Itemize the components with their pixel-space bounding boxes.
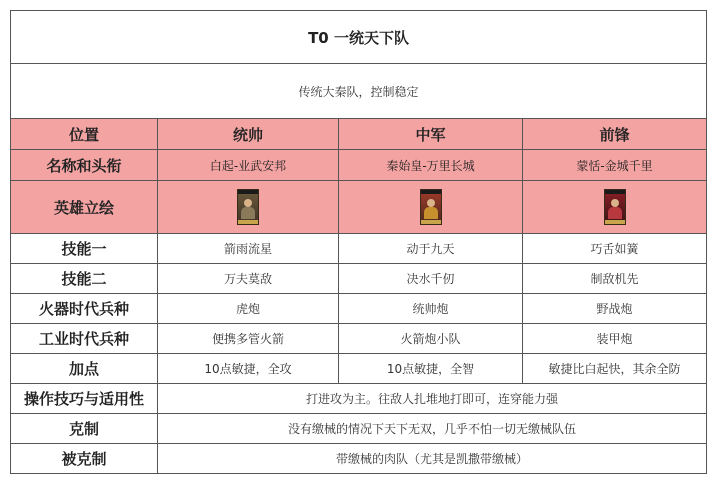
portrait-label: 英雄立绘 (11, 181, 158, 234)
row-label: 技能一 (11, 234, 158, 264)
lineup-table (10, 10, 707, 474)
table-cell-wide: 打进攻为主。往敌人扎堆地打即可，连穿能力强 (158, 384, 707, 414)
position-header-row (11, 119, 707, 150)
table-cell: 决水千仞 (339, 264, 523, 294)
row-label: 火器时代兵种 (11, 294, 158, 324)
table-cell: 敏捷比白起快，其余全防 (523, 354, 707, 384)
row-label: 操作技巧与适用性 (11, 384, 158, 414)
table-cell: 便携多管火箭 (158, 324, 339, 354)
portrait-cell-center (339, 181, 523, 234)
table-cell: 火箭炮小队 (339, 324, 523, 354)
table-cell: 10点敏捷，全攻 (158, 354, 339, 384)
table-cell: 箭雨流星 (158, 234, 339, 264)
position-label: 位置 (11, 119, 158, 150)
table-cell-wide: 没有缴械的情况下天下无双，几乎不怕一切无缴械队伍 (158, 414, 707, 444)
position-vanguard: 前锋 (523, 119, 707, 150)
subtitle-row (11, 64, 707, 119)
lineup-guide (10, 10, 706, 474)
table-cell: 野战炮 (523, 294, 707, 324)
name-title-row (11, 150, 707, 181)
attribute-points-row (11, 354, 707, 384)
table-cell: 10点敏捷，全智 (339, 354, 523, 384)
hero-portrait-icon (420, 189, 442, 225)
industrial-era-row (11, 324, 707, 354)
name-title-label: 名称和头衔 (11, 150, 158, 181)
portrait-cell-vanguard (523, 181, 707, 234)
hero-name-center: 秦始皇-万里长城 (339, 150, 523, 181)
table-subtitle: 传统大秦队，控制稳定 (11, 64, 707, 119)
counters-row (11, 414, 707, 444)
hero-portrait-icon (237, 189, 259, 225)
row-label: 被克制 (11, 444, 158, 474)
title-row (11, 11, 707, 64)
table-cell: 制敌机先 (523, 264, 707, 294)
row-label: 工业时代兵种 (11, 324, 158, 354)
row-label: 克制 (11, 414, 158, 444)
table-cell: 巧舌如簧 (523, 234, 707, 264)
portrait-cell-commander (158, 181, 339, 234)
table-cell: 装甲炮 (523, 324, 707, 354)
firearm-era-row (11, 294, 707, 324)
table-cell: 动于九天 (339, 234, 523, 264)
table-cell: 虎炮 (158, 294, 339, 324)
skill-two-row (11, 264, 707, 294)
position-commander: 统帅 (158, 119, 339, 150)
row-label: 加点 (11, 354, 158, 384)
table-cell: 统帅炮 (339, 294, 523, 324)
hero-portrait-icon (604, 189, 626, 225)
position-center: 中军 (339, 119, 523, 150)
table-cell-wide: 带缴械的肉队（尤其是凯撒带缴械） (158, 444, 707, 474)
hero-name-commander: 白起-业武安邦 (158, 150, 339, 181)
table-cell: 万夫莫敌 (158, 264, 339, 294)
hero-name-vanguard: 蒙恬-金城千里 (523, 150, 707, 181)
tips-row (11, 384, 707, 414)
skill-one-row (11, 234, 707, 264)
row-label: 技能二 (11, 264, 158, 294)
table-title: T0 一统天下队 (11, 11, 707, 64)
countered-by-row (11, 444, 707, 474)
portrait-row (11, 181, 707, 234)
